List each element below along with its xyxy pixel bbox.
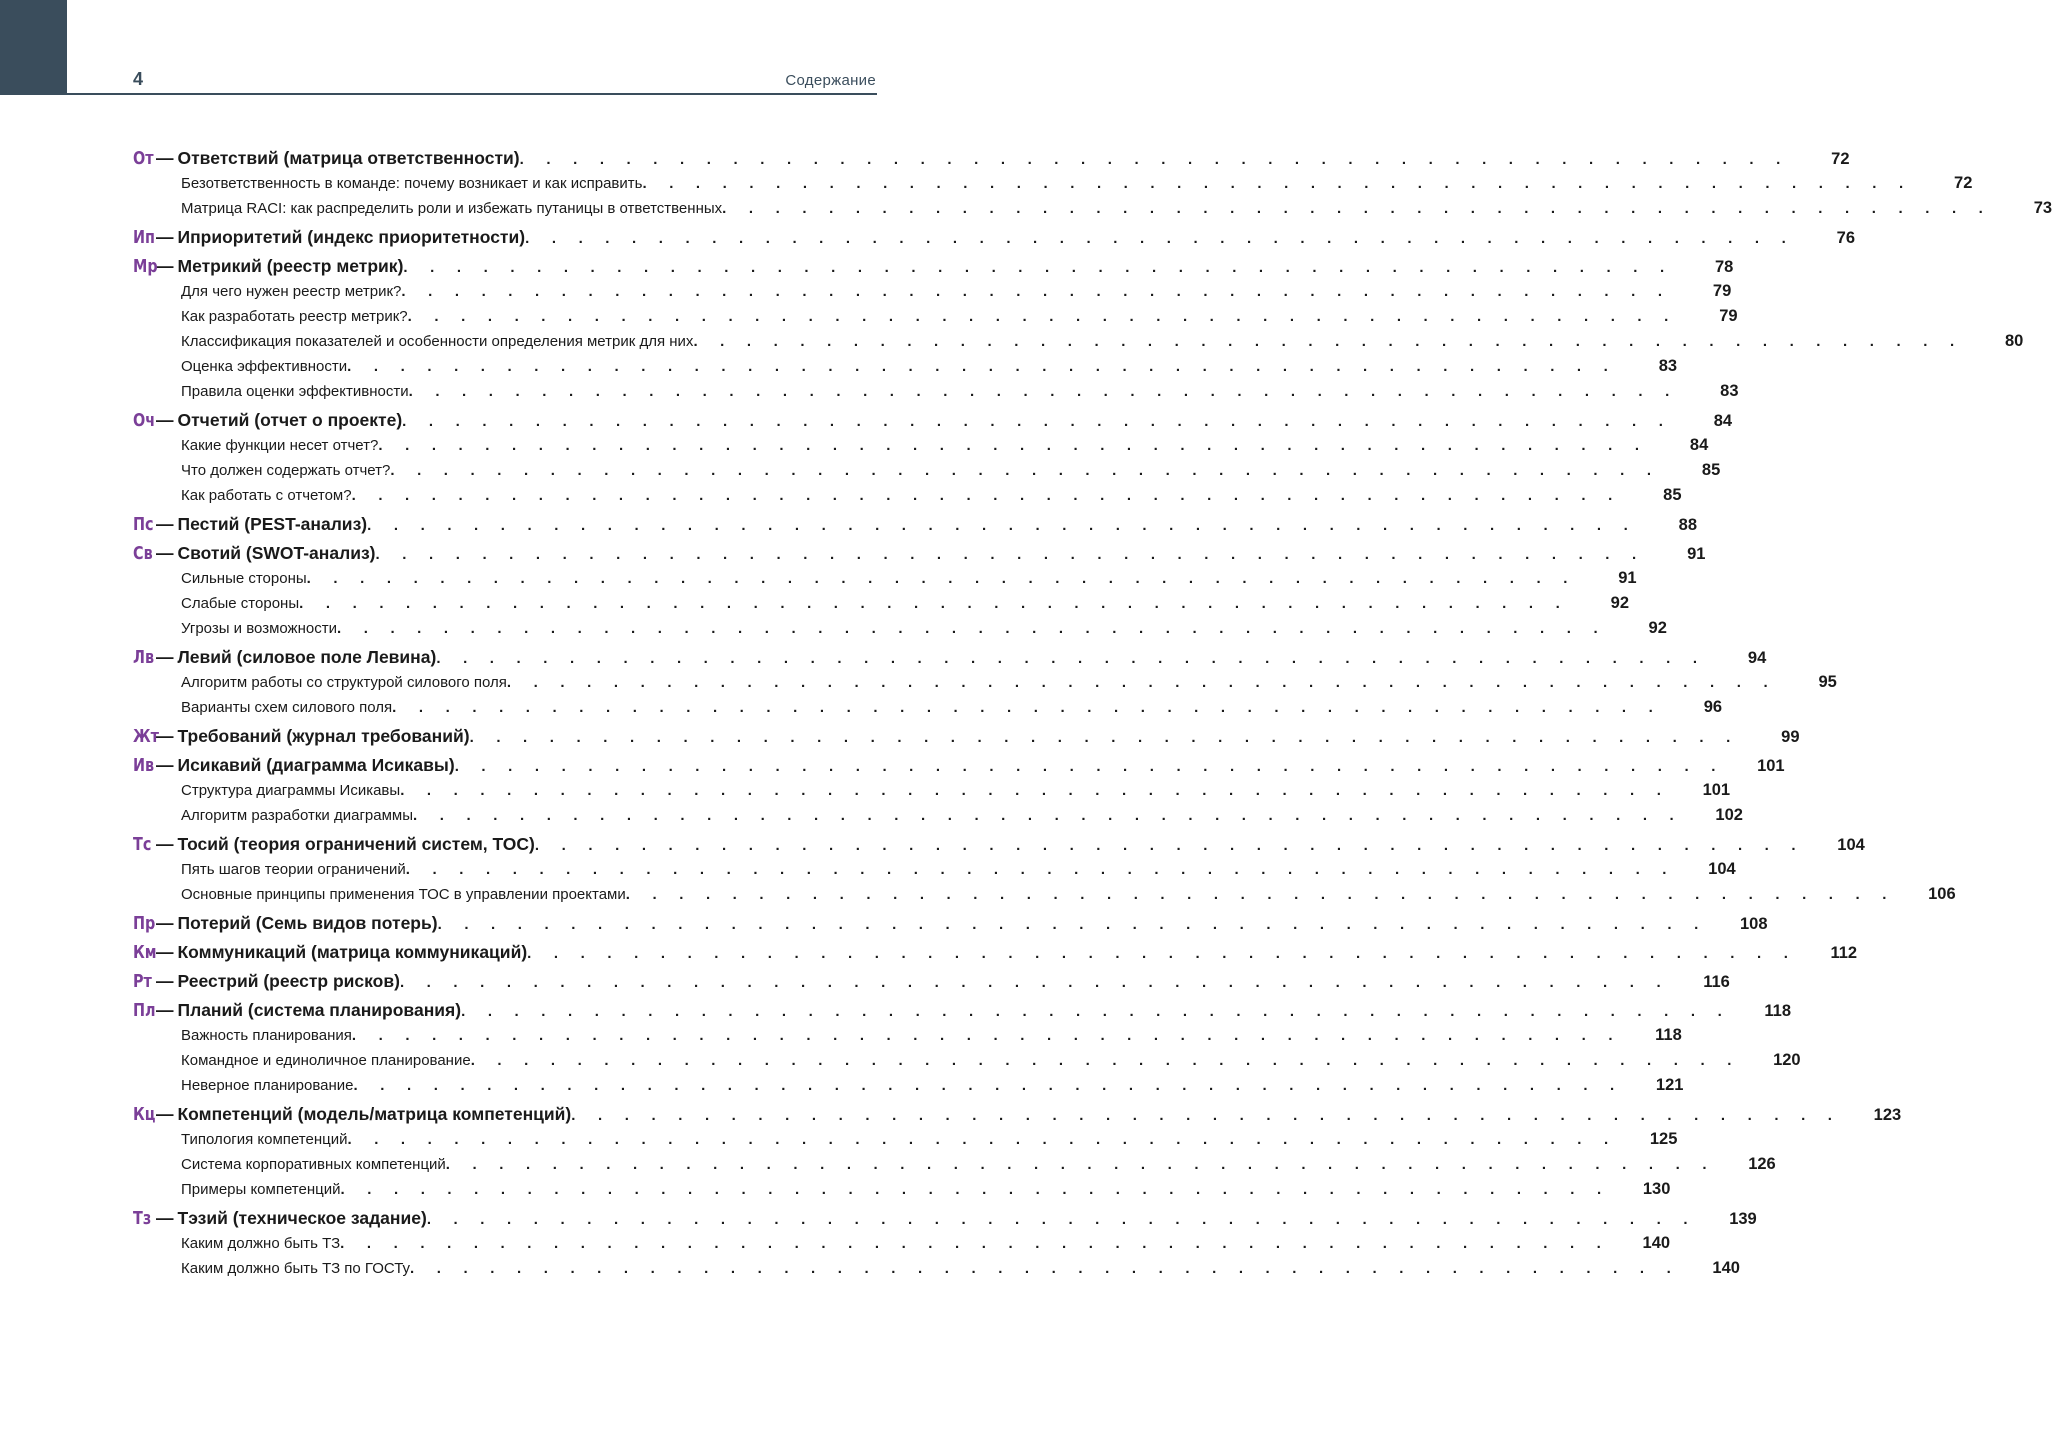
entry-title: Каким должно быть ТЗ	[181, 1235, 341, 1252]
entry-page-number: 108	[1739, 915, 1768, 933]
entry-page-number: 126	[1748, 1155, 1776, 1173]
entry-page-number: 104	[1837, 836, 1865, 854]
toc-subsection-entry[interactable]	[133, 566, 1637, 591]
entry-title: Левий (силовое поле Левина)	[177, 647, 437, 667]
separator-dash: —	[156, 1104, 174, 1124]
entry-page-number: 123	[1873, 1106, 1902, 1124]
dot-leader: . . . . . . . . . . . . . . . . . . . . . . . . . . . . . . . . . . . . . . . . . . . . . . . .	[693, 333, 1964, 350]
dot-leader: . . . . . . . . . . . . . . . . . . . . . . . . . . . . . . . . . . . . . . . . . . . . . . . .	[401, 283, 1672, 300]
entry-page-number: 79	[1712, 282, 1732, 300]
entry-page-number: 96	[1703, 698, 1723, 716]
toc-subsection-entry[interactable]	[133, 1073, 1684, 1098]
entry-title: Метрикий (реестр метрик)	[177, 256, 404, 276]
chapter-code: Пл	[133, 1000, 156, 1021]
entry-title: Отчетий (отчет о проекте)	[177, 410, 403, 430]
entry-page-number: 84	[1689, 436, 1709, 454]
entry-title: Исикавий (диаграмма Исикавы)	[177, 755, 455, 775]
entry-title: Коммуникаций (матрица коммуникаций)	[177, 942, 528, 962]
chapter-code: Рт	[133, 971, 152, 992]
entry-page-number: 121	[1655, 1076, 1684, 1094]
table-of-contents	[133, 146, 2052, 1281]
dot-leader: . . . . . . . . . . . . . . . . . . . . . . . . . . . . . . . . . . . . . . . . . . . . . . . .	[445, 1156, 1716, 1173]
entry-title: Командное и единоличное планирование	[181, 1052, 471, 1069]
entry-title: Компетенций (модель/матрица компетенций)	[177, 1104, 572, 1124]
entry-page-number: 83	[1720, 382, 1739, 400]
dot-leader: . . . . . . . . . . . . . . . . . . . . . . . . . . . . . . . . . . . . . . . . . . . . . . . .	[722, 200, 1993, 217]
dot-leader: . . . . . . . . . . . . . . . . . . . . . . . . . . . . . . . . . . . . . . . . . . . . . . . .	[400, 782, 1671, 799]
toc-subsection-entry[interactable]	[133, 329, 2024, 354]
entry-page-number: 85	[1663, 486, 1682, 504]
entry-page-number: 101	[1757, 757, 1785, 775]
dot-leader: . . . . . . . . . . . . . . . . . . . . . . . . . . . . . . . . . . . . . . . . . . . . . . . .	[506, 674, 1777, 691]
separator-dash: —	[156, 410, 174, 430]
dot-leader: . . . . . . . . . . . . . . . . . . . . . . . . . . . . . . . . . . . . . . . . . . . . . . . .	[534, 837, 1805, 854]
toc-subsection-entry[interactable]	[133, 458, 1721, 483]
dot-leader: . . . . . . . . . . . . . . . . . . . . . . . . . . . . . . . . . . . . . . . . . . . . . . . .	[625, 886, 1896, 903]
entry-title: Матрица RACI: как распределить роли и избежать путаницы в ответственных	[181, 200, 723, 217]
dot-leader: . . . . . . . . . . . . . . . . . . . . . . . . . . . . . . . . . . . . . . . . . . . . . . . .	[336, 620, 1607, 637]
chapter-code: Кц	[133, 1104, 156, 1125]
entry-title: Пять шагов теории ограничений	[181, 861, 406, 878]
entry-title: Типология компетенций	[181, 1131, 348, 1148]
toc-subsection-entry[interactable]	[133, 354, 1678, 379]
toc-chapter-entry[interactable]	[133, 645, 1767, 670]
entry-title: Основные принципы применения ТОС в управлении проектами	[181, 886, 626, 903]
entry-page-number: 140	[1642, 1234, 1671, 1252]
entry-title: Каким должно быть ТЗ по ГОСТу	[181, 1260, 411, 1277]
entry-title: Как разработать реестр метрик?	[181, 308, 408, 325]
dot-leader: . . . . . . . . . . . . . . . . . . . . . . . . . . . . . . . . . . . . . . . . . . . . . . . .	[454, 758, 1725, 775]
dot-leader: . . . . . . . . . . . . . . . . . . . . . . . . . . . . . . . . . . . . . . . . . . . . . . . .	[340, 1235, 1611, 1252]
entry-page-number: 78	[1714, 258, 1734, 276]
toc-chapter-entry[interactable]	[133, 408, 1733, 433]
entry-page-number: 102	[1715, 806, 1743, 824]
entry-title: Реестрий (реестр рисков)	[177, 971, 400, 991]
chapter-code: Ив	[133, 755, 155, 776]
dot-leader: . . . . . . . . . . . . . . . . . . . . . . . . . . . . . . . . . . . . . . . . . . . . . . . .	[347, 358, 1618, 375]
entry-title: Неверное планирование	[181, 1077, 354, 1094]
toc-subsection-entry[interactable]	[133, 882, 1956, 907]
toc-subsection-entry[interactable]	[133, 616, 1667, 641]
entry-page-number: 101	[1702, 781, 1731, 799]
entry-page-number: 106	[1928, 885, 1956, 903]
dot-leader: . . . . . . . . . . . . . . . . . . . . . . . . . . . . . . . . . . . . . . . . . . . . . . . .	[399, 974, 1670, 991]
toc-subsection-entry[interactable]	[133, 379, 1739, 404]
entry-page-number: 116	[1703, 973, 1730, 991]
dot-leader: . . . . . . . . . . . . . . . . . . . . . . . . . . . . . . . . . . . . . . . . . . . . . . . .	[437, 916, 1708, 933]
dot-leader: . . . . . . . . . . . . . . . . . . . . . . . . . . . . . . . . . . . . . . . . . . . . . . . .	[390, 462, 1661, 479]
entry-title: Как работать с отчетом?	[181, 487, 352, 504]
dot-leader: . . . . . . . . . . . . . . . . . . . . . . . . . . . . . . . . . . . . . . . . . . . . . . . .	[408, 383, 1679, 400]
chapter-code: Тс	[133, 834, 152, 855]
dot-leader: . . . . . . . . . . . . . . . . . . . . . . . . . . . . . . . . . . . . . . . . . . . . . . . .	[353, 1077, 1624, 1094]
entry-title: Тэзий (техническое задание)	[177, 1208, 427, 1228]
entry-title: Какие функции несет отчет?	[181, 437, 379, 454]
dot-leader: . . . . . . . . . . . . . . . . . . . . . . . . . . . . . . . . . . . . . . . . . . . . . . . .	[403, 259, 1674, 276]
header-rule	[67, 93, 877, 95]
entry-title: Свотий (SWOT-анализ)	[177, 543, 376, 563]
dot-leader: . . . . . . . . . . . . . . . . . . . . . . . . . . . . . . . . . . . . . . . . . . . . . . . .	[347, 1131, 1618, 1148]
toc-chapter-entry[interactable]	[133, 998, 1791, 1023]
entry-title: Потерий (Семь видов потерь)	[177, 913, 438, 933]
entry-title: Ответствий (матрица ответственности)	[177, 148, 520, 168]
chapter-code: Км	[133, 942, 157, 963]
toc-subsection-entry[interactable]	[133, 279, 1732, 304]
dot-leader: . . . . . . . . . . . . . . . . . . . . . . . . . . . . . . . . . . . . . . . . . . . . . . . .	[402, 413, 1673, 430]
dot-leader: . . . . . . . . . . . . . . . . . . . . . . . . . . . . . . . . . . . . . . . . . . . . . . . .	[351, 487, 1622, 504]
entry-page-number: 120	[1773, 1051, 1801, 1069]
chapter-code: Ип	[133, 227, 156, 248]
entry-page-number: 118	[1764, 1002, 1791, 1020]
entry-page-number: 73	[2033, 199, 2052, 217]
entry-page-number: 79	[1719, 307, 1738, 325]
entry-title: Для чего нужен реестр метрик?	[181, 283, 402, 300]
toc-chapter-entry[interactable]	[133, 512, 1698, 537]
toc-chapter-entry[interactable]	[133, 1206, 1757, 1231]
entry-page-number: 118	[1655, 1026, 1682, 1044]
toc-subsection-entry[interactable]	[133, 857, 1736, 882]
entry-page-number: 76	[1836, 229, 1856, 247]
entry-page-number: 140	[1712, 1259, 1740, 1277]
separator-dash: —	[156, 256, 174, 276]
dot-leader: . . . . . . . . . . . . . . . . . . . . . . . . . . . . . . . . . . . . . . . . . . . . . . . .	[413, 807, 1683, 824]
chapter-code: Пс	[133, 514, 154, 535]
entry-page-number: 88	[1678, 516, 1698, 534]
dot-leader: . . . . . . . . . . . . . . . . . . . . . . . . . . . . . . . . . . . . . . . . . . . . . . . .	[367, 517, 1638, 534]
dot-leader: . . . . . . . . . . . . . . . . . . . . . . . . . . . . . . . . . . . . . . . . . . . . . . . .	[469, 729, 1740, 746]
toc-subsection-entry[interactable]	[133, 433, 1709, 458]
dot-leader: . . . . . . . . . . . . . . . . . . . . . . . . . . . . . . . . . . . . . . . . . . . . . . . .	[642, 175, 1913, 192]
toc-subsection-entry[interactable]	[133, 803, 1743, 828]
dot-leader: . . . . . . . . . . . . . . . . . . . . . . . . . . . . . . . . . . . . . . . . . . . . . . . .	[407, 308, 1678, 325]
entry-page-number: 94	[1747, 649, 1767, 667]
entry-title: Оценка эффективности	[181, 358, 348, 375]
entry-page-number: 112	[1830, 944, 1858, 962]
toc-subsection-entry[interactable]	[133, 171, 1973, 196]
toc-subsection-entry[interactable]	[133, 695, 1723, 720]
toc-chapter-entry[interactable]	[133, 146, 1850, 171]
dot-leader: . . . . . . . . . . . . . . . . . . . . . . . . . . . . . . . . . . . . . . . . . . . . . . . .	[461, 1003, 1731, 1020]
toc-subsection-entry[interactable]	[133, 1177, 1671, 1202]
toc-chapter-entry[interactable]	[133, 1102, 1902, 1127]
entry-title: Тосий (теория ограничений систем, ТОС)	[177, 834, 535, 854]
toc-chapter-entry[interactable]	[133, 832, 1865, 857]
toc-subsection-entry[interactable]	[133, 483, 1682, 508]
toc-subsection-entry[interactable]	[133, 1048, 1801, 1073]
chapter-code: Оч	[133, 410, 156, 431]
dot-leader: . . . . . . . . . . . . . . . . . . . . . . . . . . . . . . . . . . . . . . . . . . . . . . . .	[519, 151, 1790, 168]
chapter-code: Св	[133, 543, 153, 564]
entry-title: Структура диаграммы Исикавы	[181, 782, 401, 799]
section-title: Содержание	[785, 72, 876, 89]
entry-page-number: 104	[1708, 860, 1736, 878]
entry-page-number: 139	[1729, 1210, 1757, 1228]
toc-chapter-entry[interactable]	[133, 911, 1768, 936]
separator-dash: —	[156, 227, 174, 247]
dot-leader: . . . . . . . . . . . . . . . . . . . . . . . . . . . . . . . . . . . . . . . . . . . . . . . .	[525, 230, 1796, 247]
entry-title: Безответственность в команде: почему возникает и как исправить	[181, 175, 643, 192]
chapter-code: Мр	[133, 256, 158, 277]
chapter-code: От	[133, 148, 154, 169]
separator-dash: —	[156, 148, 174, 168]
toc-subsection-entry[interactable]	[133, 1256, 1740, 1281]
separator-dash: —	[156, 543, 174, 563]
dot-leader: . . . . . . . . . . . . . . . . . . . . . . . . . . . . . . . . . . . . . . . . . . . . . . . .	[571, 1107, 1842, 1124]
entry-title: Важность планирования	[181, 1027, 352, 1044]
dot-leader: . . . . . . . . . . . . . . . . . . . . . . . . . . . . . . . . . . . . . . . . . . . . . . . .	[340, 1181, 1611, 1198]
dot-leader: . . . . . . . . . . . . . . . . . . . . . . . . . . . . . . . . . . . . . . . . . . . . . . . .	[426, 1211, 1697, 1228]
toc-subsection-entry[interactable]	[133, 1023, 1682, 1048]
separator-dash: —	[156, 834, 174, 854]
chapter-code: Пр	[133, 913, 156, 934]
toc-chapter-entry[interactable]	[133, 940, 1858, 965]
toc-chapter-entry[interactable]	[133, 541, 1706, 566]
entry-title: Слабые стороны	[181, 595, 300, 612]
dot-leader: . . . . . . . . . . . . . . . . . . . . . . . . . . . . . . . . . . . . . . . . . . . . . . . .	[470, 1052, 1741, 1069]
toc-subsection-entry[interactable]	[133, 1231, 1671, 1256]
entry-page-number: 80	[2005, 332, 2024, 350]
separator-dash: —	[156, 942, 174, 962]
entry-title: Требований (журнал требований)	[177, 726, 470, 746]
toc-chapter-entry[interactable]	[133, 969, 1730, 994]
dot-leader: . . . . . . . . . . . . . . . . . . . . . . . . . . . . . . . . . . . . . . . . . . . . . . . .	[351, 1027, 1622, 1044]
dot-leader: . . . . . . . . . . . . . . . . . . . . . . . . . . . . . . . . . . . . . . . . . . . . . . . .	[527, 945, 1798, 962]
separator-dash: —	[156, 647, 174, 667]
separator-dash: —	[156, 1000, 174, 1020]
entry-title: Что должен содержать отчет?	[181, 462, 391, 479]
chapter-code: Тз	[133, 1208, 152, 1229]
dot-leader: . . . . . . . . . . . . . . . . . . . . . . . . . . . . . . . . . . . . . . . . . . . . . . . .	[375, 546, 1646, 563]
entry-title: Угрозы и возможности	[181, 620, 337, 637]
dot-leader: . . . . . . . . . . . . . . . . . . . . . . . . . . . . . . . . . . . . . . . . . . . . . . . .	[410, 1260, 1680, 1277]
entry-title: Иприоритетий (индекс приоритетности)	[177, 227, 526, 247]
toc-chapter-entry[interactable]	[133, 225, 1856, 250]
toc-chapter-entry[interactable]	[133, 753, 1785, 778]
toc-subsection-entry[interactable]	[133, 778, 1731, 803]
toc-chapter-entry[interactable]	[133, 254, 1734, 279]
entry-page-number: 92	[1648, 619, 1667, 637]
corner-block	[0, 0, 67, 95]
toc-chapter-entry[interactable]	[133, 724, 1800, 749]
entry-title: Система корпоративных компетенций	[181, 1156, 446, 1173]
toc-subsection-entry[interactable]	[133, 196, 2052, 221]
entry-title: Сильные стороны	[181, 570, 307, 587]
entry-page-number: 85	[1701, 461, 1721, 479]
entry-page-number: 91	[1687, 545, 1706, 563]
dot-leader: . . . . . . . . . . . . . . . . . . . . . . . . . . . . . . . . . . . . . . . . . . . . . . . .	[299, 595, 1570, 612]
dot-leader: . . . . . . . . . . . . . . . . . . . . . . . . . . . . . . . . . . . . . . . . . . . . . . . .	[436, 650, 1707, 667]
separator-dash: —	[156, 971, 174, 991]
entry-page-number: 125	[1649, 1130, 1678, 1148]
entry-page-number: 72	[1831, 150, 1850, 168]
entry-title: Пестий (PEST-анализ)	[177, 514, 368, 534]
entry-page-number: 83	[1658, 357, 1678, 375]
chapter-code: Лв	[133, 647, 155, 668]
entry-title: Планий (система планирования)	[177, 1000, 462, 1020]
toc-subsection-entry[interactable]	[133, 591, 1630, 616]
separator-dash: —	[156, 726, 174, 746]
entry-page-number: 72	[1954, 174, 1973, 192]
dot-leader: . . . . . . . . . . . . . . . . . . . . . . . . . . . . . . . . . . . . . . . . . . . . . . . .	[405, 861, 1676, 878]
separator-dash: —	[156, 514, 174, 534]
entry-page-number: 95	[1818, 673, 1837, 691]
separator-dash: —	[156, 1208, 174, 1228]
dot-leader: . . . . . . . . . . . . . . . . . . . . . . . . . . . . . . . . . . . . . . . . . . . . . . . .	[306, 570, 1577, 587]
chapter-code: Жт	[133, 726, 159, 747]
entry-page-number: 91	[1618, 569, 1637, 587]
separator-dash: —	[156, 913, 174, 933]
toc-subsection-entry[interactable]	[133, 1152, 1776, 1177]
entry-title: Классификация показателей и особенности определения метрик для них	[181, 333, 694, 350]
toc-subsection-entry[interactable]	[133, 304, 1738, 329]
entry-page-number: 84	[1713, 412, 1733, 430]
dot-leader: . . . . . . . . . . . . . . . . . . . . . . . . . . . . . . . . . . . . . . . . . . . . . . . .	[378, 437, 1649, 454]
dot-leader: . . . . . . . . . . . . . . . . . . . . . . . . . . . . . . . . . . . . . . . . . . . . . . . .	[392, 699, 1663, 716]
toc-subsection-entry[interactable]	[133, 670, 1837, 695]
entry-page-number: 99	[1781, 728, 1800, 746]
entry-title: Примеры компетенций	[181, 1181, 341, 1198]
entry-page-number: 130	[1642, 1180, 1671, 1198]
toc-subsection-entry[interactable]	[133, 1127, 1678, 1152]
entry-title: Варианты схем силового поля	[181, 699, 393, 716]
entry-title: Алгоритм разработки диаграммы	[181, 807, 414, 824]
entry-page-number: 92	[1610, 594, 1630, 612]
separator-dash: —	[156, 755, 174, 775]
page-number: 4	[133, 69, 144, 89]
entry-title: Правила оценки эффективности	[181, 383, 409, 400]
entry-title: Алгоритм работы со структурой силового поля	[181, 674, 507, 691]
